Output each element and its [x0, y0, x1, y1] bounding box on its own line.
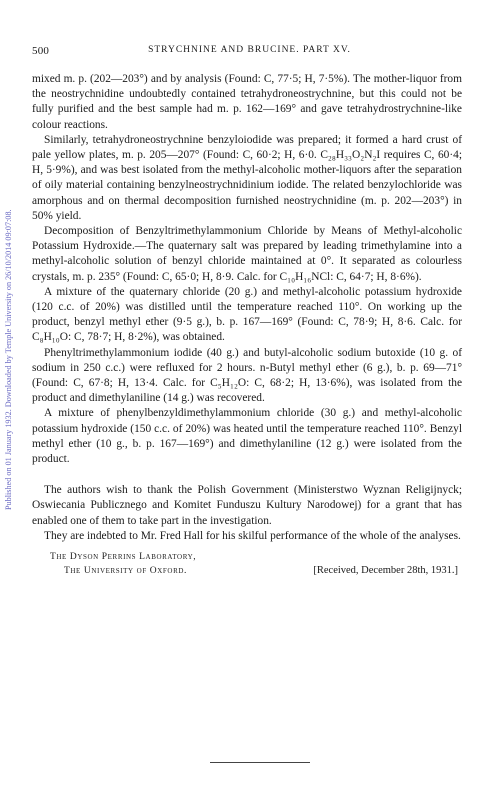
- paragraph: Phenyltrimethylammonium iodide (40 g.) and butyl-alcoholic sodium butoxide (10 g. of sodium in 250 c.c.) were refluxed for 2 hours. n-Butyl methyl ether (6 g.), b. p. 69—71° (Found: C, 67·8; H, 13·4. Calc. for C₅H₁₂O: C, 68·2; H, 13·6%), was isolated from the product and dimethylaniline (14 g.) was recovered.: [32, 346, 462, 405]
- acknowledgement-paragraph: The authors wish to thank the Polish Government (Ministerstwo Wyznan Religijnyck; Oswiecania Publicznego and Komitet Funduszu Kultury Narodowej) for a grant that has enabled one of them to take part in the investigation.: [32, 484, 462, 527]
- paragraph: mixed m. p. (202—203°) and by analysis (Found: C, 77·5; H, 7·5%). The mother-liquor from the neostrychnidine undoubtedly contained tetrahydroneostrychnine, but this could not be fully purified and the best sample had m. p. 162—169° and gave tetrahydrostrychnine-like colour reactions.: [32, 73, 462, 131]
- article-body: [32, 72, 462, 582]
- end-rule: [210, 762, 310, 763]
- university-name: The University of Oxford.: [64, 566, 187, 577]
- paragraph: Similarly, tetrahydroneostrychnine benzyloiodide was prepared; it formed a hard crust of pale yellow plates, m. p. 205—207° (Found: C, 60·2; H, 6·0. C₂₈H₃₃O₂N₂I requires C, 60·4; H, 5·9%), and was best isolated from the methyl-alcoholic mother-liquors after the separation of oily material containing benzylneostrychnidinium iodide. The related benzylochloride was amorphous and on thermal decomposition furnished neostrychnidine (m. p. 202—203°) in 50% yield.: [32, 133, 462, 222]
- received-date: [Received, December 28th, 1931.]: [313, 565, 458, 577]
- download-watermark: Published on 01 January 1932. Downloaded by Temple University on 26/10/2014 09:07:08.: [4, 209, 13, 511]
- laboratory-name: The Dyson Perrins Laboratory,: [50, 552, 197, 563]
- section-paragraph: Decomposition of Benzyltrimethylammonium Chloride by Means of Methyl-alcoholic Potassium Hydroxide.—The quaternary salt was prepared by leading trimethylamine into a methyl-alcoholic solution of benzyl chloride maintained at 0°. It separated as colourless crystals, m. p. 235° (Found: C, 65·0; H, 8·9. Calc. for C₁₀H₁₆NCl: C, 64·7; H, 8·6%).: [32, 225, 462, 283]
- acknowledgement-paragraph: They are indebted to Mr. Fred Hall for his skilful performance of the whole of the analyses.: [44, 529, 461, 542]
- paragraph: A mixture of phenylbenzyldimethylammonium chloride (30 g.) and methyl-alcoholic potassium hydroxide (150 c.c. of 20%) was heated until the temperature reached 110°. Benzyl methyl ether (10 g., b. p. 167—169°) and dimethylaniline (12 g.) were isolated from the product.: [32, 407, 462, 466]
- running-title: STRYCHNINE AND BRUCINE. PART XV.: [148, 45, 351, 55]
- affiliation-block: [32, 550, 462, 582]
- page-header: [32, 45, 467, 59]
- page-number: 500: [32, 45, 50, 57]
- paragraph: A mixture of the quaternary chloride (20 g.) and methyl-alcoholic potassium hydroxide (120 c.c. of 20%) was distilled until the temperature reached 110°. On working up the product, benzyl methyl ether (9·5 g.), b. p. 167—169° (Found: C, 78·9; H, 8·6. Calc. for C₈H₁₀O: C, 78·7; H, 8·2%), was obtained.: [32, 285, 462, 344]
